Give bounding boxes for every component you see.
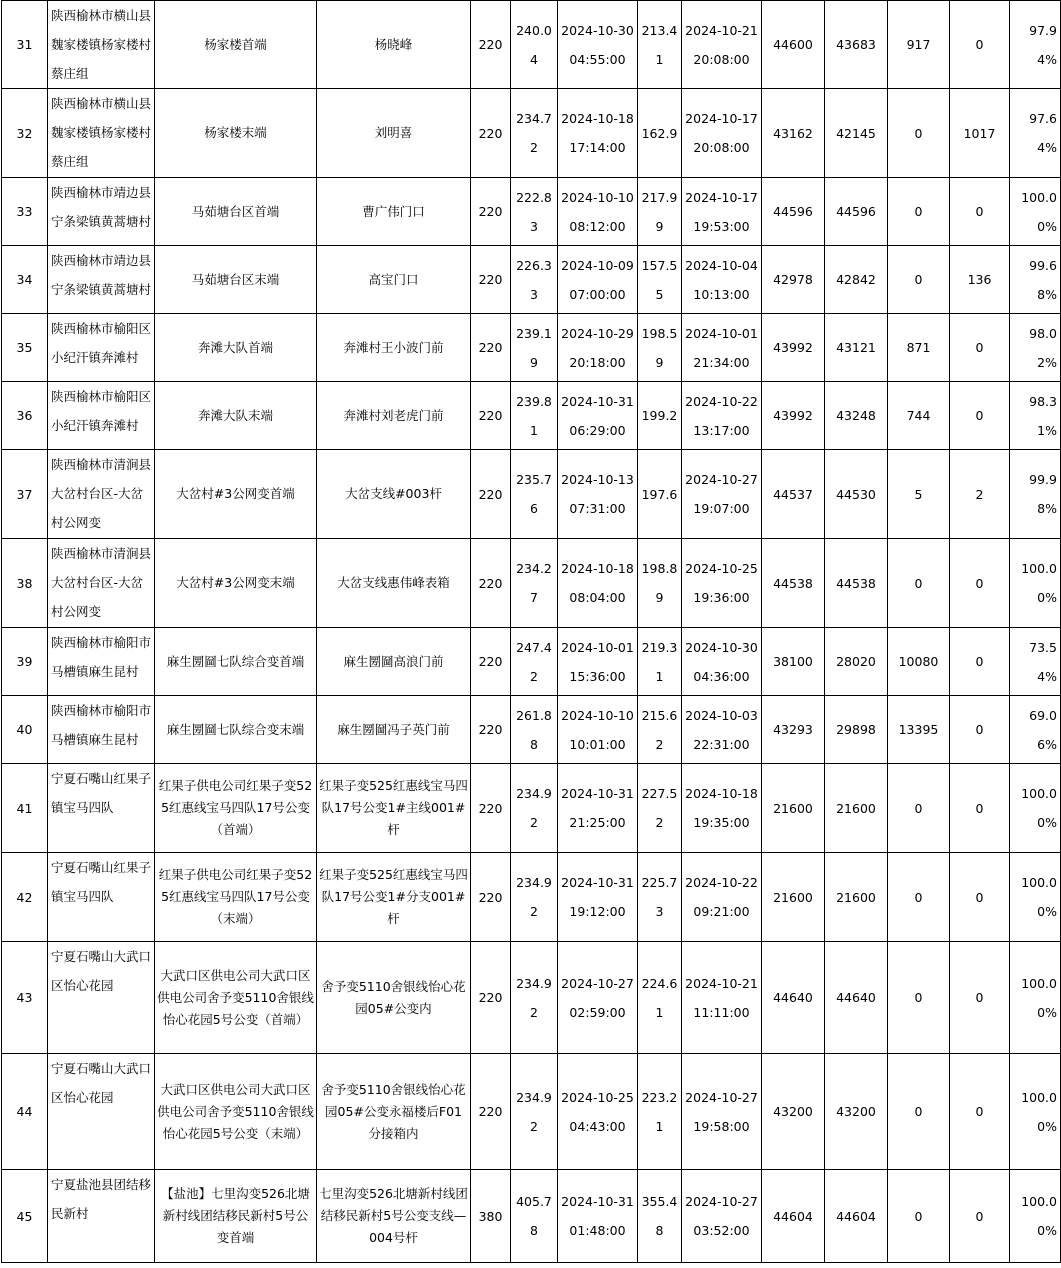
max-voltage-time-cell: 2024-10-31 19:12:00 [558, 853, 638, 942]
qualified-rate-cell: 100.00% [1010, 1054, 1061, 1170]
max-voltage-cell: 235.76 [511, 450, 558, 539]
station-cell: 【盐池】七里沟变526北塘新村线团结移民新村5号公变首端 [155, 1170, 317, 1263]
min-voltage-cell: 223.21 [638, 1054, 682, 1170]
table-row [2, 246, 1061, 314]
table-row [2, 89, 1061, 178]
total-minutes-cell: 43200 [762, 1054, 825, 1170]
max-voltage-cell: 234.92 [511, 853, 558, 942]
table-row [2, 314, 1061, 382]
row-number: 44 [2, 1054, 48, 1170]
table-row [2, 696, 1061, 764]
monitor-point-cell: 七里沟变526北塘新村线团结移民新村5号公变支线—004号杆 [317, 1170, 471, 1263]
min-voltage-cell: 157.55 [638, 246, 682, 314]
qualified-minutes-cell: 44604 [825, 1170, 888, 1263]
max-voltage-time-cell: 2024-10-31 06:29:00 [558, 382, 638, 450]
rated-voltage-cell: 220 [471, 853, 511, 942]
under-limit-minutes-cell: 0 [950, 1170, 1010, 1263]
min-voltage-time-cell: 2024-10-17 19:53:00 [682, 178, 762, 246]
qualified-minutes-cell: 21600 [825, 764, 888, 853]
min-voltage-time-cell: 2024-10-27 19:07:00 [682, 450, 762, 539]
min-voltage-time-cell: 2024-10-03 22:31:00 [682, 696, 762, 764]
min-voltage-cell: 162.9 [638, 89, 682, 178]
table-row [2, 450, 1061, 539]
qualified-minutes-cell: 21600 [825, 853, 888, 942]
max-voltage-cell: 226.33 [511, 246, 558, 314]
max-voltage-time-cell: 2024-10-18 08:04:00 [558, 539, 638, 628]
location-cell: 陕西榆林市靖边县宁条梁镇黄蒿塘村 [48, 178, 155, 246]
min-voltage-time-cell: 2024-10-21 20:08:00 [682, 1, 762, 89]
over-limit-minutes-cell: 0 [888, 853, 950, 942]
min-voltage-time-cell: 2024-10-27 19:58:00 [682, 1054, 762, 1170]
under-limit-minutes-cell: 0 [950, 1054, 1010, 1170]
rated-voltage-cell: 220 [471, 539, 511, 628]
total-minutes-cell: 43992 [762, 314, 825, 382]
table-row [2, 764, 1061, 853]
under-limit-minutes-cell: 0 [950, 628, 1010, 696]
table-row [2, 178, 1061, 246]
location-cell: 陕西榆林市榆阳区小纪汗镇奔滩村 [48, 382, 155, 450]
location-cell: 宁夏盐池县团结移民新村 [48, 1170, 155, 1263]
location-cell: 宁夏石嘴山大武口区怡心花园 [48, 1054, 155, 1170]
min-voltage-cell: 198.59 [638, 314, 682, 382]
row-number: 42 [2, 853, 48, 942]
over-limit-minutes-cell: 744 [888, 382, 950, 450]
max-voltage-time-cell: 2024-10-27 02:59:00 [558, 942, 638, 1054]
row-number: 33 [2, 178, 48, 246]
over-limit-minutes-cell: 0 [888, 1170, 950, 1263]
qualified-minutes-cell: 43200 [825, 1054, 888, 1170]
qualified-minutes-cell: 43248 [825, 382, 888, 450]
table-row [2, 1, 1061, 89]
min-voltage-cell: 219.31 [638, 628, 682, 696]
rated-voltage-cell: 220 [471, 246, 511, 314]
over-limit-minutes-cell: 0 [888, 539, 950, 628]
min-voltage-time-cell: 2024-10-21 11:11:00 [682, 942, 762, 1054]
max-voltage-time-cell: 2024-10-31 21:25:00 [558, 764, 638, 853]
max-voltage-time-cell: 2024-10-25 04:43:00 [558, 1054, 638, 1170]
location-cell: 陕西榆林市横山县魏家楼镇杨家楼村蔡庄组 [48, 89, 155, 178]
under-limit-minutes-cell: 2 [950, 450, 1010, 539]
min-voltage-time-cell: 2024-10-17 20:08:00 [682, 89, 762, 178]
station-cell: 红果子供电公司红果子变525红惠线宝马四队17号公变（首端） [155, 764, 317, 853]
max-voltage-time-cell: 2024-10-10 08:12:00 [558, 178, 638, 246]
monitor-point-cell: 奔滩村刘老虎门前 [317, 382, 471, 450]
max-voltage-cell: 247.42 [511, 628, 558, 696]
voltage-monitoring-table [1, 0, 1061, 1263]
under-limit-minutes-cell: 0 [950, 764, 1010, 853]
under-limit-minutes-cell: 0 [950, 1, 1010, 89]
rated-voltage-cell: 220 [471, 178, 511, 246]
total-minutes-cell: 43162 [762, 89, 825, 178]
max-voltage-time-cell: 2024-10-09 07:00:00 [558, 246, 638, 314]
over-limit-minutes-cell: 5 [888, 450, 950, 539]
location-cell: 陕西榆林市靖边县宁条梁镇黄蒿塘村 [48, 246, 155, 314]
max-voltage-time-cell: 2024-10-30 04:55:00 [558, 1, 638, 89]
station-cell: 大岔村#3公网变末端 [155, 539, 317, 628]
under-limit-minutes-cell: 0 [950, 382, 1010, 450]
min-voltage-time-cell: 2024-10-22 13:17:00 [682, 382, 762, 450]
row-number: 38 [2, 539, 48, 628]
monitor-point-cell: 舍予变5110舍银线怡心花园05#公变永福楼后F01分接箱内 [317, 1054, 471, 1170]
location-cell: 陕西榆林市榆阳区小纪汗镇奔滩村 [48, 314, 155, 382]
total-minutes-cell: 38100 [762, 628, 825, 696]
min-voltage-time-cell: 2024-10-27 03:52:00 [682, 1170, 762, 1263]
monitor-point-cell: 红果子变525红惠线宝马四队17号公变1#主线001#杆 [317, 764, 471, 853]
station-cell: 大岔村#3公网变首端 [155, 450, 317, 539]
qualified-minutes-cell: 42842 [825, 246, 888, 314]
qualified-rate-cell: 100.00% [1010, 178, 1061, 246]
over-limit-minutes-cell: 0 [888, 764, 950, 853]
over-limit-minutes-cell: 0 [888, 1054, 950, 1170]
qualified-minutes-cell: 29898 [825, 696, 888, 764]
max-voltage-cell: 239.81 [511, 382, 558, 450]
qualified-rate-cell: 100.00% [1010, 539, 1061, 628]
qualified-rate-cell: 100.00% [1010, 942, 1061, 1054]
qualified-rate-cell: 100.00% [1010, 853, 1061, 942]
max-voltage-time-cell: 2024-10-10 10:01:00 [558, 696, 638, 764]
rated-voltage-cell: 220 [471, 942, 511, 1054]
over-limit-minutes-cell: 871 [888, 314, 950, 382]
location-cell: 陕西榆林市清涧县大岔村台区-大岔村公网变 [48, 450, 155, 539]
row-number: 43 [2, 942, 48, 1054]
total-minutes-cell: 44538 [762, 539, 825, 628]
rated-voltage-cell: 220 [471, 628, 511, 696]
min-voltage-cell: 215.62 [638, 696, 682, 764]
station-cell: 红果子供电公司红果子变525红惠线宝马四队17号公变（末端） [155, 853, 317, 942]
total-minutes-cell: 21600 [762, 853, 825, 942]
qualified-rate-cell: 97.94% [1010, 1, 1061, 89]
total-minutes-cell: 42978 [762, 246, 825, 314]
over-limit-minutes-cell: 0 [888, 942, 950, 1054]
qualified-rate-cell: 98.02% [1010, 314, 1061, 382]
qualified-rate-cell: 99.68% [1010, 246, 1061, 314]
row-number: 39 [2, 628, 48, 696]
under-limit-minutes-cell: 0 [950, 942, 1010, 1054]
under-limit-minutes-cell: 0 [950, 314, 1010, 382]
rated-voltage-cell: 220 [471, 314, 511, 382]
max-voltage-cell: 234.72 [511, 89, 558, 178]
max-voltage-cell: 239.19 [511, 314, 558, 382]
min-voltage-cell: 198.89 [638, 539, 682, 628]
max-voltage-cell: 234.92 [511, 1054, 558, 1170]
row-number: 41 [2, 764, 48, 853]
location-cell: 陕西榆林市榆阳市马槽镇麻生昆村 [48, 628, 155, 696]
row-number: 32 [2, 89, 48, 178]
total-minutes-cell: 43992 [762, 382, 825, 450]
max-voltage-cell: 240.04 [511, 1, 558, 89]
max-voltage-cell: 234.92 [511, 942, 558, 1054]
table-row [2, 1170, 1061, 1263]
over-limit-minutes-cell: 0 [888, 178, 950, 246]
qualified-minutes-cell: 44596 [825, 178, 888, 246]
max-voltage-time-cell: 2024-10-13 07:31:00 [558, 450, 638, 539]
total-minutes-cell: 43293 [762, 696, 825, 764]
min-voltage-time-cell: 2024-10-30 04:36:00 [682, 628, 762, 696]
table-row [2, 942, 1061, 1054]
table-row [2, 382, 1061, 450]
qualified-rate-cell: 99.98% [1010, 450, 1061, 539]
rated-voltage-cell: 220 [471, 1, 511, 89]
monitor-point-cell: 麻生圐圙冯子英门前 [317, 696, 471, 764]
qualified-rate-cell: 98.31% [1010, 382, 1061, 450]
total-minutes-cell: 44596 [762, 178, 825, 246]
max-voltage-cell: 234.92 [511, 764, 558, 853]
station-cell: 杨家楼末端 [155, 89, 317, 178]
row-number: 34 [2, 246, 48, 314]
row-number: 40 [2, 696, 48, 764]
max-voltage-time-cell: 2024-10-18 17:14:00 [558, 89, 638, 178]
under-limit-minutes-cell: 136 [950, 246, 1010, 314]
row-number: 31 [2, 1, 48, 89]
qualified-minutes-cell: 43683 [825, 1, 888, 89]
row-number: 45 [2, 1170, 48, 1263]
over-limit-minutes-cell: 917 [888, 1, 950, 89]
monitor-point-cell: 刘明喜 [317, 89, 471, 178]
max-voltage-cell: 405.78 [511, 1170, 558, 1263]
monitor-point-cell: 红果子变525红惠线宝马四队17号公变1#分支001#杆 [317, 853, 471, 942]
station-cell: 麻生圐圙七队综合变首端 [155, 628, 317, 696]
qualified-minutes-cell: 44530 [825, 450, 888, 539]
max-voltage-cell: 261.88 [511, 696, 558, 764]
table-row [2, 539, 1061, 628]
total-minutes-cell: 21600 [762, 764, 825, 853]
location-cell: 陕西榆林市横山县魏家楼镇杨家楼村蔡庄组 [48, 1, 155, 89]
rated-voltage-cell: 220 [471, 764, 511, 853]
min-voltage-cell: 355.48 [638, 1170, 682, 1263]
rated-voltage-cell: 220 [471, 450, 511, 539]
location-cell: 陕西榆林市榆阳市马槽镇麻生昆村 [48, 696, 155, 764]
total-minutes-cell: 44604 [762, 1170, 825, 1263]
station-cell: 奔滩大队首端 [155, 314, 317, 382]
total-minutes-cell: 44600 [762, 1, 825, 89]
qualified-minutes-cell: 43121 [825, 314, 888, 382]
station-cell: 麻生圐圙七队综合变末端 [155, 696, 317, 764]
over-limit-minutes-cell: 0 [888, 89, 950, 178]
location-cell: 宁夏石嘴山大武口区怡心花园 [48, 942, 155, 1054]
monitor-point-cell: 舍予变5110舍银线怡心花园05#公变内 [317, 942, 471, 1054]
monitor-point-cell: 高宝门口 [317, 246, 471, 314]
station-cell: 大武口区供电公司大武口区供电公司舍予变5110舍银线怡心花园5号公变（末端） [155, 1054, 317, 1170]
min-voltage-cell: 217.99 [638, 178, 682, 246]
over-limit-minutes-cell: 0 [888, 246, 950, 314]
station-cell: 奔滩大队末端 [155, 382, 317, 450]
row-number: 35 [2, 314, 48, 382]
table-row [2, 628, 1061, 696]
total-minutes-cell: 44640 [762, 942, 825, 1054]
under-limit-minutes-cell: 0 [950, 178, 1010, 246]
under-limit-minutes-cell: 1017 [950, 89, 1010, 178]
qualified-minutes-cell: 44640 [825, 942, 888, 1054]
qualified-minutes-cell: 28020 [825, 628, 888, 696]
under-limit-minutes-cell: 0 [950, 853, 1010, 942]
rated-voltage-cell: 220 [471, 382, 511, 450]
rated-voltage-cell: 220 [471, 89, 511, 178]
max-voltage-time-cell: 2024-10-31 01:48:00 [558, 1170, 638, 1263]
station-cell: 杨家楼首端 [155, 1, 317, 89]
total-minutes-cell: 44537 [762, 450, 825, 539]
monitor-point-cell: 杨晓峰 [317, 1, 471, 89]
station-cell: 马茹塘台区首端 [155, 178, 317, 246]
qualified-rate-cell: 69.06% [1010, 696, 1061, 764]
min-voltage-time-cell: 2024-10-22 09:21:00 [682, 853, 762, 942]
monitor-point-cell: 麻生圐圙高浪门前 [317, 628, 471, 696]
min-voltage-cell: 227.52 [638, 764, 682, 853]
station-cell: 马茹塘台区末端 [155, 246, 317, 314]
min-voltage-cell: 199.2 [638, 382, 682, 450]
qualified-rate-cell: 73.54% [1010, 628, 1061, 696]
min-voltage-cell: 225.73 [638, 853, 682, 942]
rated-voltage-cell: 220 [471, 696, 511, 764]
location-cell: 宁夏石嘴山红果子镇宝马四队 [48, 853, 155, 942]
row-number: 36 [2, 382, 48, 450]
qualified-rate-cell: 100.00% [1010, 764, 1061, 853]
qualified-minutes-cell: 42145 [825, 89, 888, 178]
min-voltage-time-cell: 2024-10-01 21:34:00 [682, 314, 762, 382]
location-cell: 陕西榆林市清涧县大岔村台区-大岔村公网变 [48, 539, 155, 628]
min-voltage-time-cell: 2024-10-25 19:36:00 [682, 539, 762, 628]
rated-voltage-cell: 220 [471, 1054, 511, 1170]
min-voltage-time-cell: 2024-10-04 10:13:00 [682, 246, 762, 314]
max-voltage-time-cell: 2024-10-01 15:36:00 [558, 628, 638, 696]
over-limit-minutes-cell: 13395 [888, 696, 950, 764]
min-voltage-cell: 224.61 [638, 942, 682, 1054]
over-limit-minutes-cell: 10080 [888, 628, 950, 696]
station-cell: 大武口区供电公司大武口区供电公司舍予变5110舍银线怡心花园5号公变（首端） [155, 942, 317, 1054]
min-voltage-cell: 213.41 [638, 1, 682, 89]
row-number: 37 [2, 450, 48, 539]
under-limit-minutes-cell: 0 [950, 696, 1010, 764]
min-voltage-time-cell: 2024-10-18 19:35:00 [682, 764, 762, 853]
monitor-point-cell: 曹广伟门口 [317, 178, 471, 246]
qualified-rate-cell: 97.64% [1010, 89, 1061, 178]
under-limit-minutes-cell: 0 [950, 539, 1010, 628]
max-voltage-cell: 234.27 [511, 539, 558, 628]
table-row [2, 853, 1061, 942]
qualified-rate-cell: 100.00% [1010, 1170, 1061, 1263]
monitor-point-cell: 大岔支线惠伟峰表箱 [317, 539, 471, 628]
min-voltage-cell: 197.6 [638, 450, 682, 539]
location-cell: 宁夏石嘴山红果子镇宝马四队 [48, 764, 155, 853]
monitor-point-cell: 大岔支线#003杆 [317, 450, 471, 539]
max-voltage-cell: 222.83 [511, 178, 558, 246]
max-voltage-time-cell: 2024-10-29 20:18:00 [558, 314, 638, 382]
qualified-minutes-cell: 44538 [825, 539, 888, 628]
monitor-point-cell: 奔滩村王小波门前 [317, 314, 471, 382]
table-row [2, 1054, 1061, 1170]
rated-voltage-cell: 380 [471, 1170, 511, 1263]
